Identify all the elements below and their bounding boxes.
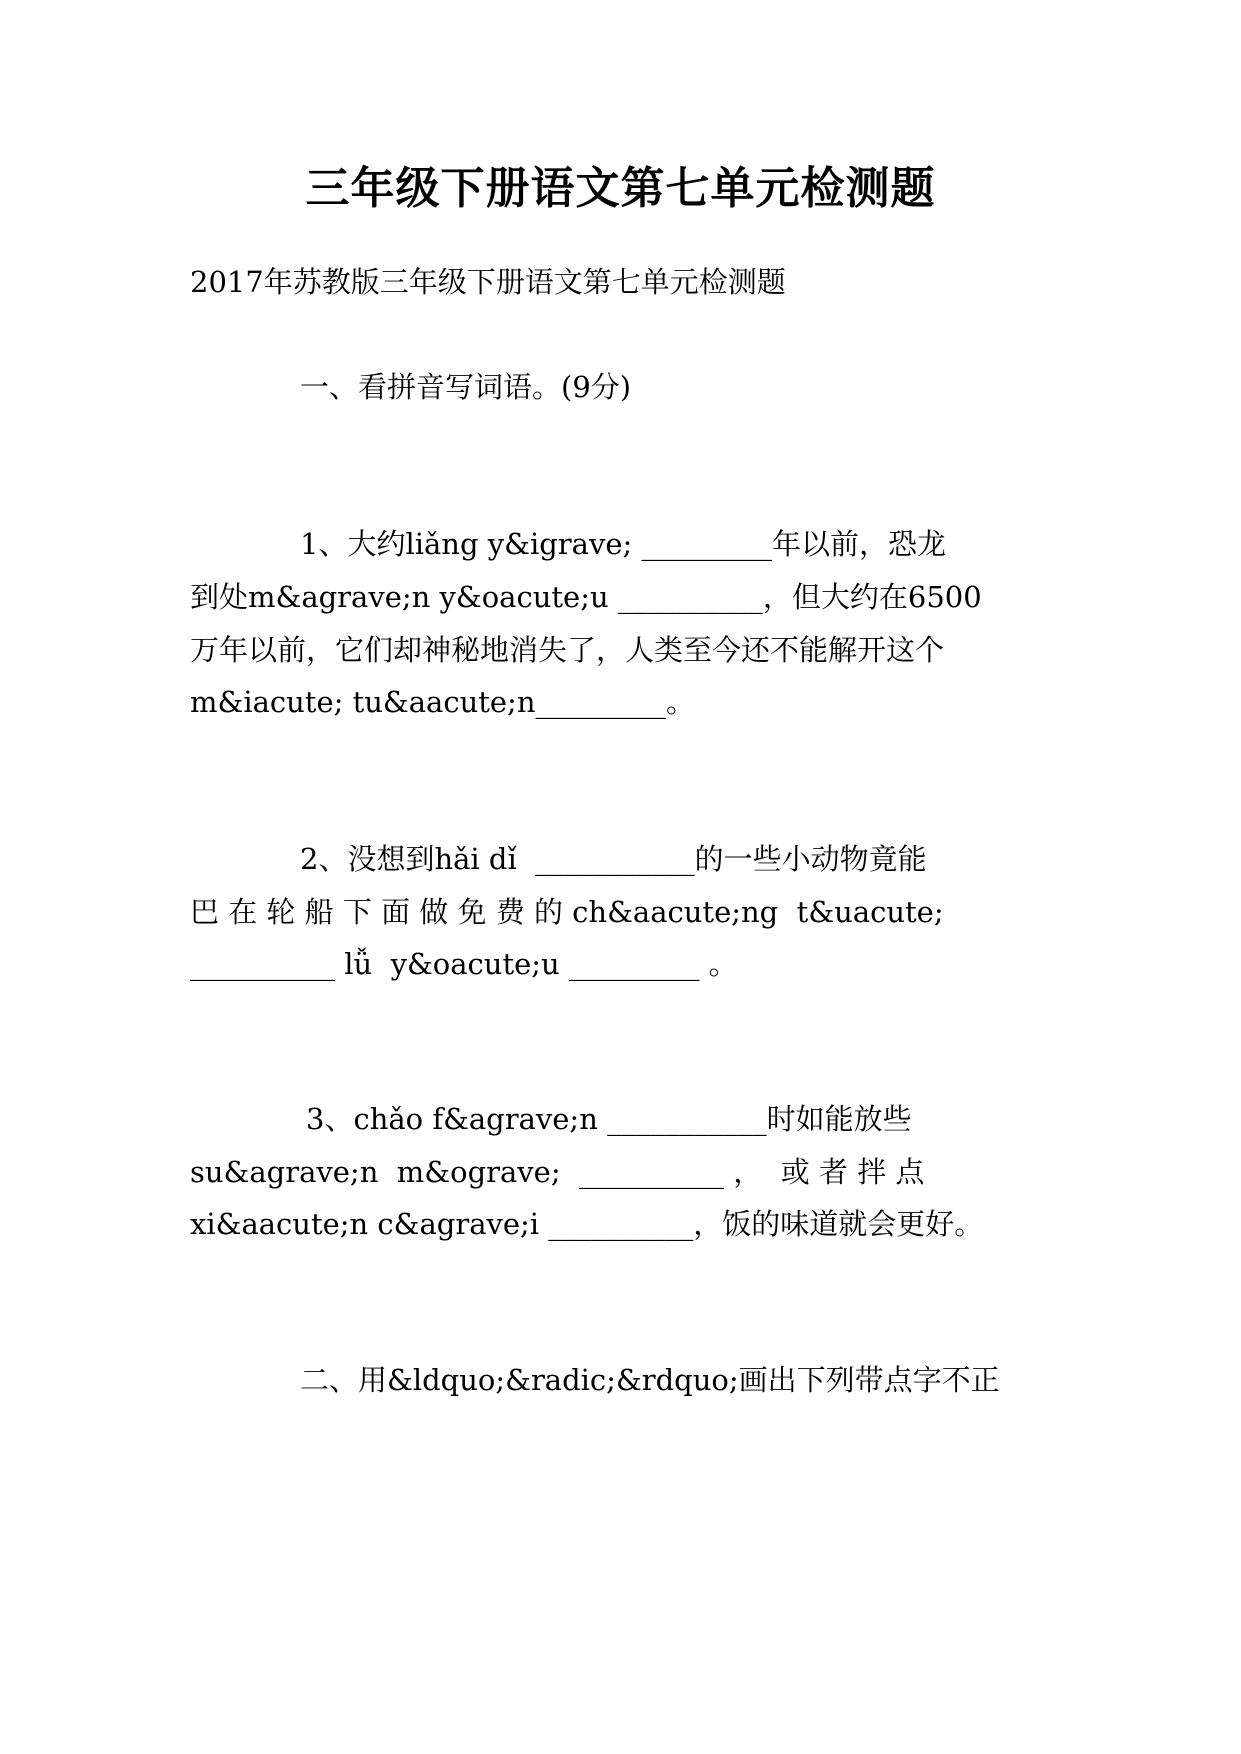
q3-line-2: su&agrave;n m&ograve; __________ ， 或 者 拌 点 <box>190 1155 925 1189</box>
q2-line-1-text: 2、没想到hǎi dǐ ___________的一些小动物竟能 <box>300 842 927 876</box>
q1-line-4: m&iacute; tu&aacute;n_________。 <box>190 685 696 719</box>
q1-line-3: 万年以前，它们却神秘地消失了，人类至今还不能解开这个 <box>190 633 945 667</box>
section2-heading: 二、用&ldquo;&radic;&rdquo;画出下列带点字不正 <box>300 1363 1000 1397</box>
q1-line-2: 到处m&agrave;n y&oacute;u __________，但大约在6500 <box>190 580 982 614</box>
q3-line-1: 3、chǎo f&agrave;n ___________时如能放些 <box>306 1102 912 1136</box>
q2-line-2: 巴 在 轮 船 下 面 做 免 费 的 ch&aacute;ng t&uacute; <box>190 895 944 929</box>
q1-line-1: 1、大约liǎng y&igrave; _________年以前，恐龙 <box>300 527 946 561</box>
q3-line-3: xi&aacute;n c&agrave;i __________，饭的味道就会更好。 <box>190 1207 984 1241</box>
section1-heading: 一、看拼音写词语。(9分) <box>300 370 632 404</box>
q2-line-3: __________ lǚ y&oacute;u _________ 。 <box>190 947 738 981</box>
document-title: 三年级下册语文第七单元检测题 <box>305 163 936 214</box>
document-subtitle: 2017年苏教版三年级下册语文第七单元检测题 <box>190 265 786 299</box>
